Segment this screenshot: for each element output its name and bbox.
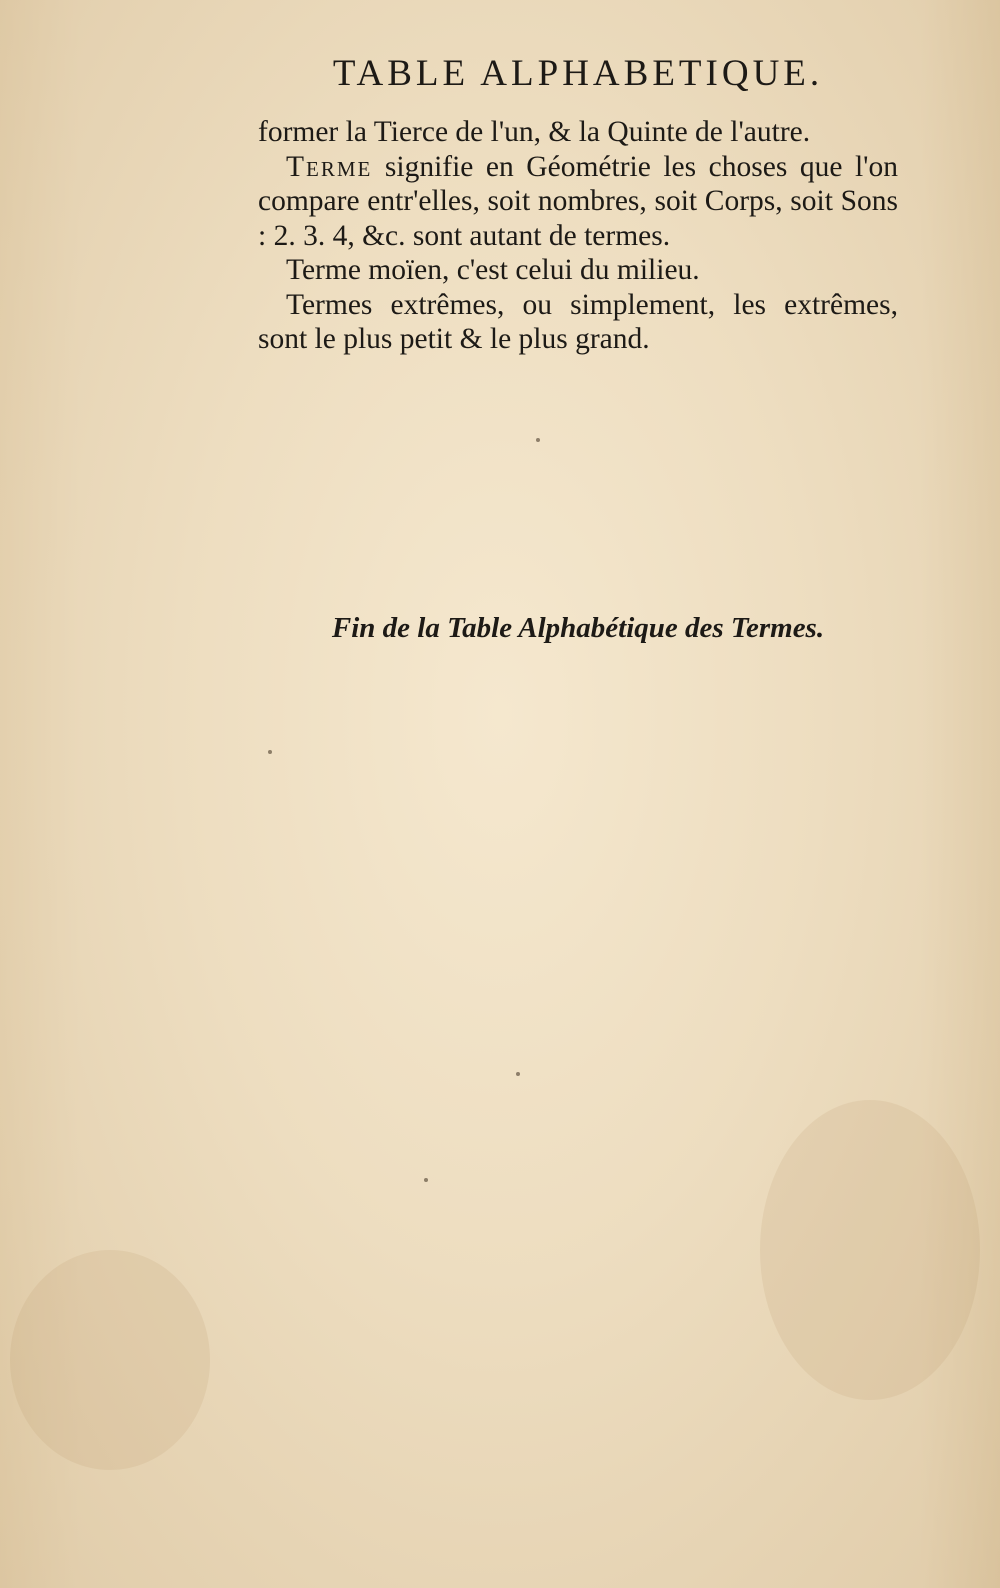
entry-definition: signifie en Géométrie les choses que l'on compare entr'elles, soit nombres, soit Corps, soit Sons : 2. 3. 4, &c. sont autant de termes. bbox=[258, 150, 898, 252]
paper-stain bbox=[760, 1100, 980, 1400]
paper-stain bbox=[10, 1250, 210, 1470]
paragraph-terme-moien: Terme moïen, c'est celui du milieu. bbox=[286, 254, 700, 286]
paragraph-terme bbox=[258, 150, 898, 254]
body-text bbox=[258, 115, 898, 357]
ink-speck bbox=[424, 1178, 428, 1182]
closing-line: Fin de la Table Alphabétique des Termes. bbox=[331, 612, 825, 644]
ink-speck bbox=[536, 438, 540, 442]
ink-speck bbox=[268, 750, 272, 754]
page-header: TABLE ALPHABETIQUE. bbox=[332, 53, 824, 94]
ink-speck bbox=[516, 1072, 520, 1076]
paragraph-termes-extremes: Termes extrêmes, ou simplement, les extrêmes, sont le plus petit & le plus grand. bbox=[258, 288, 898, 355]
paragraph-continuation: former la Tierce de l'un, & la Quinte de l'autre. bbox=[258, 116, 811, 148]
entry-term: Terme bbox=[286, 150, 373, 183]
